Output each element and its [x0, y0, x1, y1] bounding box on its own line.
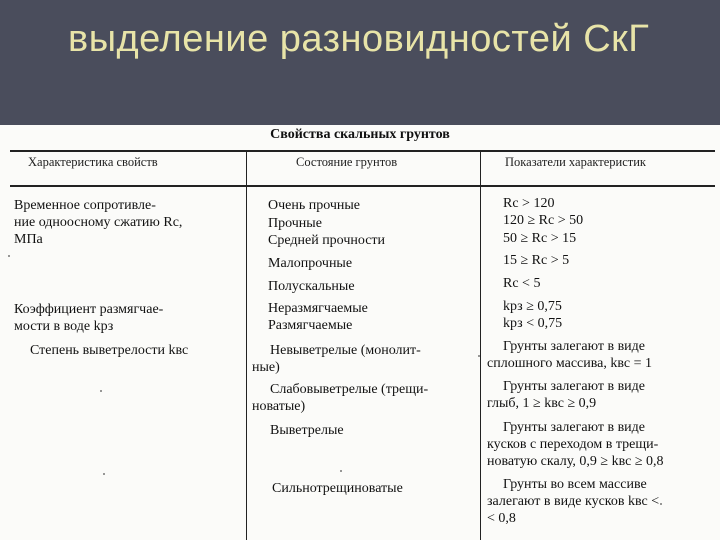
cell-line: глыб, 1 ≥ kвс ≥ 0,9 — [487, 396, 597, 411]
cell-line: Средней прочности — [268, 233, 386, 248]
cell-line: МПа — [14, 232, 43, 247]
scan-speck — [8, 255, 10, 257]
index-cell — [503, 275, 540, 292]
scan-speck — [340, 470, 342, 472]
cell-line: Прочные — [268, 216, 322, 231]
state-cell — [268, 255, 352, 272]
column-header-state: Состояние грунтов — [296, 155, 398, 169]
top-rule — [10, 150, 715, 152]
slide-header — [0, 0, 720, 125]
cell-line: 50 ≥ Rс > 15 — [503, 231, 577, 246]
cell-line: залегают в виде кусков kвс < — [487, 494, 660, 509]
cell-line: новатые) — [252, 399, 306, 414]
index-cell — [503, 230, 576, 247]
cell-line: kрз ≥ 0,75 — [503, 299, 562, 314]
table-title: Свойства скальных грунтов — [270, 127, 450, 142]
state-cell — [268, 197, 360, 214]
cell-line: Сильнотрещиноватые — [272, 481, 403, 496]
cell-line: Выветрелые — [270, 423, 344, 438]
scan-speck — [100, 390, 102, 392]
cell-line: Полускальные — [268, 279, 355, 294]
state-cell — [268, 300, 368, 317]
cell-line: сплошного массива, kвс = 1 — [487, 356, 653, 371]
column-divider-1 — [246, 151, 247, 540]
cell-line: Rс > 120 — [503, 196, 555, 211]
cell-line: < 0,8 — [487, 511, 516, 526]
scan-speck — [103, 473, 105, 475]
index-cell — [503, 298, 562, 315]
index-cell — [503, 195, 554, 212]
state-cell — [268, 232, 385, 249]
cell-line: Невыветрелые (монолит- — [270, 343, 421, 358]
index-cell — [503, 315, 562, 332]
cell-line: новатую скалу, 0,9 ≥ kвс ≥ 0,8 — [487, 454, 664, 469]
cell-line: Временное сопротивле- — [14, 198, 156, 213]
scanned-table — [0, 125, 720, 540]
characteristic-cell — [30, 342, 188, 359]
characteristic-cell — [14, 197, 182, 248]
index-cell — [487, 476, 659, 527]
scan-speck — [478, 355, 480, 357]
header-rule — [10, 185, 715, 187]
index-cell — [487, 378, 645, 412]
state-cell — [270, 422, 344, 439]
cell-line: Слабовыветрелые (трещи- — [270, 382, 429, 397]
state-cell — [268, 317, 352, 334]
characteristic-cell — [14, 301, 163, 335]
state-cell — [252, 381, 428, 415]
cell-line: Грунты залегают в виде — [503, 379, 646, 394]
cell-line: Грунты залегают в виде — [503, 420, 646, 435]
cell-line: кусков с переходом в трещи- — [487, 437, 659, 452]
column-divider-2 — [480, 151, 481, 540]
cell-line: Малопрочные — [268, 256, 353, 271]
cell-line: Степень выветрелости kвс — [30, 343, 189, 358]
index-cell — [487, 338, 652, 372]
state-cell — [268, 278, 355, 295]
cell-line: Грунты во всем массиве — [503, 477, 647, 492]
state-cell — [268, 215, 322, 232]
cell-line: ные) — [252, 360, 280, 375]
cell-line: Коэффициент размягчае- — [14, 302, 164, 317]
column-header-index: Показатели характеристик — [505, 155, 646, 169]
cell-line: ние одноосному сжатию Rс, — [14, 215, 183, 230]
state-cell — [272, 480, 403, 497]
index-cell — [487, 419, 664, 470]
cell-line: Грунты залегают в виде — [503, 339, 646, 354]
cell-line: 120 ≥ Rс > 50 — [503, 213, 584, 228]
index-cell — [503, 212, 583, 229]
cell-line: 15 ≥ Rс > 5 — [503, 253, 570, 268]
cell-line: Очень прочные — [268, 198, 361, 213]
cell-line: Размягчаемые — [268, 318, 353, 333]
cell-line: Неразмягчаемые — [268, 301, 368, 316]
column-header-characteristic: Характеристика свойств — [28, 155, 158, 169]
slide-title: выделение разновидностей СкГ — [68, 18, 650, 60]
cell-line: kрз < 0,75 — [503, 316, 563, 331]
index-cell — [503, 252, 569, 269]
cell-line: мости в воде kрз — [14, 319, 114, 334]
cell-line: Rс < 5 — [503, 276, 541, 291]
state-cell — [252, 342, 421, 376]
scan-speck — [660, 503, 662, 505]
